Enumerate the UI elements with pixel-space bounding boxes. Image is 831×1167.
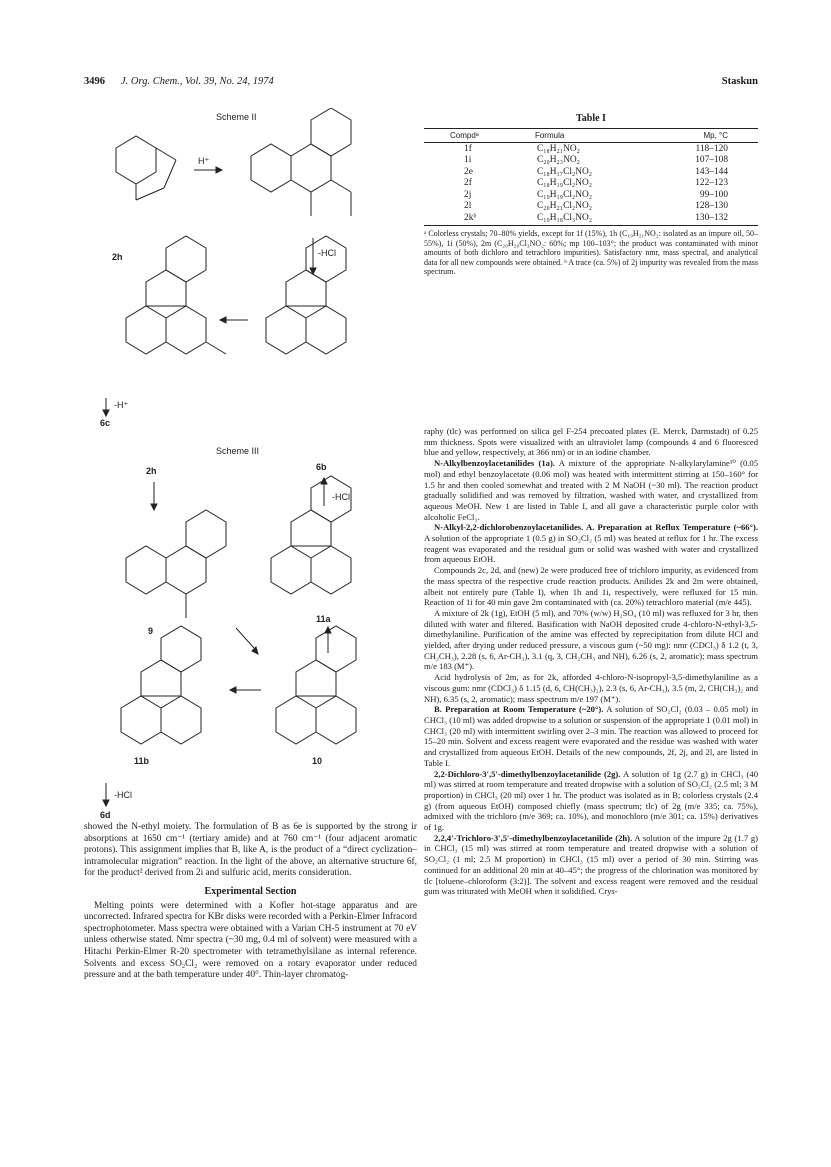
table-cell: C₂₀H₂₃NO₂ [536, 155, 580, 165]
table-cell: C₁₈H₂₁NO₂ [536, 143, 580, 154]
paragraph: 2,2,4′-Trichloro-3′,5′-dimethylbenzoylacetanilide (2h). A solution of the impure 2g (1.7 g) in CHCl₃ (15 ml) was stirred at room temperature and treated dropwise with a solution of SO₂Cl₂ (1 ml; 2.5 M proportion) in CHCl₃ (15 ml) over a period of 30 min. Stirring was continued for an additional 20 min at 40–45°; the progress of the chlorination was monitored by tlc [toluene–chloroform (3:2)]. The solvent and excess reagent were removed and the residual gum was triturated with MeOH when it solidified. Crys- [424, 832, 758, 897]
table-row [424, 143, 758, 155]
label-6d: 6d [100, 810, 111, 818]
table-cell: 118–120 [695, 143, 728, 154]
label-11a: 11a [316, 614, 331, 624]
table-row [424, 166, 758, 178]
reaction-schemes-figure [76, 108, 411, 818]
table-cell: C₁₉H₁₉Cl₂NO₂ [536, 189, 593, 200]
col-mp: Mp, °C [647, 129, 758, 143]
paragraph: raphy (tlc) was performed on silica gel F-254 precoated plates (E. Merck, Darmstadt) of 0.25 mm thickness. Spots were visualized with an ultraviolet lamp (compounds 4 and 6 fluoresced blue and yellow, respectively, at 366 nm) or in an iodine chamber. [424, 426, 758, 458]
reagent-minus-hcl: -HCl [318, 248, 336, 258]
label-2h-scheme3: 2h [146, 466, 157, 476]
table-cell: 2kᵇ [424, 212, 521, 226]
table-cell: 2j [464, 189, 472, 200]
table-cell: 99–100 [699, 189, 728, 200]
right-column [424, 426, 758, 897]
paragraph: N-Alkylbenzoylacetanilides (1a). A mixture of the appropriate N-alkylarylamine¹⁰ (0.05 mol) and ethyl benzoylacetate (0.06 mol) was heated with intermittent stirring at 150–160° for 1.5 hr and then cooled somewhat and treated with 2 M NaOH (~30 ml). The reaction product gradually solidified and was removed by filtration, washed with water, and crystallized from aqueous MeOH. New 1 are listed in Table I, and all gave a characteristic purple color with alcoholic FeCl₃. [424, 458, 758, 522]
table-row [424, 155, 758, 167]
reagent-h-plus: H⁺ [198, 156, 210, 166]
paragraph: showed the N-ethyl moiety. The formulation of B as 6e is supported by the strong ir absorptions at 1650 cm⁻¹ (tertiary amide) and at 760 cm⁻¹ (four adjacent aromatic protons). This assignment implies that B, like A, is the product of a “direct cyclization–intramolecular migration” reaction. In the light of the above, an alternative structure 6f, for the product² derived from 2i and sulfuric acid, merits consideration. [84, 822, 417, 879]
paragraph: A mixture of 2k (1g), EtOH (5 ml), and 70% (w/w) H₂SO₄ (10 ml) was refluxed for 3 hr, then diluted with water and filtered. Basification with NaOH deposited crude 4-chloro-N-ethyl-3,5-dimethylaniline. Purification of the amine was effected by reprecipitation from dilute HCl and yielded, after drying under reduced pressure, a viscous gum (~50 mg): nmr (CDCl₃) δ 1.2 (t, 3, CH₂CH₃), 2.28 (s, 6, Ar-CH₃), 3.1 (q, 3, CH₂CH₃ and NH), 6.26 (s, 2, aromatic); mass spectrum m/e 183 (M⁺). [424, 607, 758, 672]
paragraph: N-Alkyl-2,2-dichlorobenzoylacetanilides. A. Preparation at Reflux Temperature (~66°). A solution of the appropriate 1 (0.5 g) in SO₂Cl₂ (5 ml) was heated at reflux for 1 hr. The excess reagent was evaporated and the residual gum or solid was washed with water and crystallized from aqueous EtOH. [424, 522, 758, 565]
table-cell: 107–108 [695, 155, 728, 165]
paragraph: B. Preparation at Room Temperature (~20°). A solution of SO₂Cl₂ (0.03 – 0.05 mol) in CHCl₃ (10 ml) was added dropwise to a solution or suspension of the appropriate 1 (0.01 mol) in CHCl₃ (20 ml) with intermittent swirling over 2–3 min. The reaction was allowed to proceed for 15–20 min. Solvent and excess reagent were evaporated and the residue was washed with water and crystallized from aqueous EtOH. Details of the new compounds, 2f, 2j, and 2l, are listed in Table I. [424, 704, 758, 768]
subheading: N-Alkylbenzoylacetanilides (1a). [434, 458, 555, 469]
reagent-minus-hcl-3: -HCl [114, 790, 132, 800]
journal-citation: J. Org. Chem., Vol. 39, No. 24, 1974 [121, 76, 274, 87]
table-cell: 2e [464, 166, 473, 177]
table-cell: 130–132 [647, 212, 758, 226]
table-cell: C₁₈H₁₇Cl₂NO₂ [536, 166, 593, 177]
subheading: 2,2,4′-Trichloro-3′,5′-dimethylbenzoylacetanilide (2h). [434, 832, 633, 843]
table-cell: C₂₀H₂₁Cl₂NO₂ [536, 201, 593, 211]
table-footnote: ᵃ Colorless crystals; 70–80% yields, except for 1f (15%), 1h (C₁₉H₂₁NO₂: isolated as an impure oil, 50–55%), 1i (50%), 2m (C₂₀H₂₀Cl₃NO₂: 60%; mp 100–103°; the product was contaminated with minor amounts of both dichloro and tetrachloro impurities). Satisfactory nmr, mass spectral, and analytical data for all new compounds were obtained. ᵇ A trace (ca. 5%) of 2j impurity was revealed from the mass spectrum. [424, 229, 758, 277]
table-cell: 2f [464, 178, 472, 188]
benzene-ring-2h [116, 136, 156, 184]
scheme3-title: Scheme III [216, 446, 260, 456]
paragraph: Compounds 2c, 2d, and (new) 2e were produced free of trichloro impurity, as evidenced from the mass spectra of the respective crude reaction products. Anilides 2k and 2m were obtained, albeit not entirely pure (Table I), when 1h and 1i, respectively, were refluxed for 15 min. Reaction of 1i for 40 min gave 2m contaminated with (ca. 20%) tetrachloro material (m/e 445). [424, 565, 758, 608]
label-11b: 11b [134, 756, 150, 766]
paragraph: Acid hydrolysis of 2m, as for 2k, afforded 4-chloro-N-isopropyl-3,5-dimethylaniline as a viscous gum: nmr (CDCl₃) δ 1.15 (d, 6, CH(CH₃)₂), 2.3 (s, 6, Ar-CH₃), 3.5 (m, 2, CH(CH₃)₂ and NH), 6.35 (s, 2, aromatic); mass spectrum m/e 197 (M⁺). [424, 672, 758, 704]
table-caption: Table I [576, 113, 606, 124]
scheme2-title: Scheme II [216, 112, 257, 122]
table-row [424, 189, 758, 201]
table-cell: C₁₈H₁₉Cl₂NO₂ [536, 178, 593, 188]
section-heading: Experimental Section [204, 885, 297, 897]
table-cell: 128–130 [695, 201, 728, 211]
table-row [424, 201, 758, 213]
label-10: 10 [312, 756, 323, 766]
table-cell: 143–144 [695, 166, 728, 177]
subheading: 2,2-Dichloro-3′,5′-dimethylbenzoylacetanilide (2g). [434, 768, 621, 779]
table-cell: 2l [464, 201, 472, 211]
author-name: Staskun [721, 76, 758, 87]
reagent-minus-h-plus: -H⁺ [114, 400, 129, 410]
label-9: 9 [148, 626, 154, 636]
col-formula: Formula [521, 129, 647, 143]
table-row [424, 212, 758, 226]
page-number: 3496 [84, 76, 105, 87]
paragraph: Melting points were determined with a Kofler hot-stage apparatus and are uncorrected. Infrared spectra for KBr disks were recorded with a Perkin-Elmer Infracord spectrophotometer. Mass spectra were obtained with a Varian CH-5 instrument at 70 eV unless otherwise stated. Nmr spectra (~30 mg, 0.4 ml of solvent) were measured with a Hitachi Perkin-Elmer R-20 spectrometer with tetramethylsilane as internal reference. Solvents and excess SO₂Cl₂ were removed on a rotary evaporator under reduced pressure and at the bath temperature under 40°. Thin-layer chromatog- [84, 900, 417, 981]
label-6b: 6b [316, 462, 327, 472]
table-cell: 1f [464, 143, 472, 154]
subheading: B. Preparation at Room Temperature (~20°). [434, 704, 604, 715]
reagent-minus-hcl-2: -HCl [332, 492, 350, 502]
subheading: N-Alkyl-2,2-dichlorobenzoylacetanilides. A. Preparation at Reflux Temperature (~66°). [434, 522, 758, 533]
label-2h: 2h [112, 252, 123, 262]
left-column [84, 822, 417, 982]
col-compd: Compdᵃ [424, 129, 521, 143]
table-1 [424, 113, 758, 277]
table-cell: 122–123 [695, 178, 728, 188]
table-row [424, 178, 758, 190]
label-6c: 6c [100, 418, 111, 428]
table-cell: 1i [464, 155, 472, 165]
compound-table [424, 128, 758, 226]
paragraph: 2,2-Dichloro-3′,5′-dimethylbenzoylacetanilide (2g). A solution of 1g (2.7 g) in CHCl₃ (40 ml) was stirred at room temperature and treated dropwise with a solution of SO₂Cl₂ (2.5 ml; 3 M proportion) in CHCl₃ (20 ml) over 1 hr. The product was isolated as in B; colorless crystals (2.4 g) (from aqueous EtOH) composed chiefly (mass spectrum; tlc) of 2g (m/e 335; ca. 75%), admixed with the trichloro (m/e 369; ca. 10%), and monochloro (m/e 301; ca. 15%) derivatives of 1g. [424, 768, 759, 833]
table-cell: C₁₉H₁₈Cl₃NO₂ [521, 212, 647, 226]
